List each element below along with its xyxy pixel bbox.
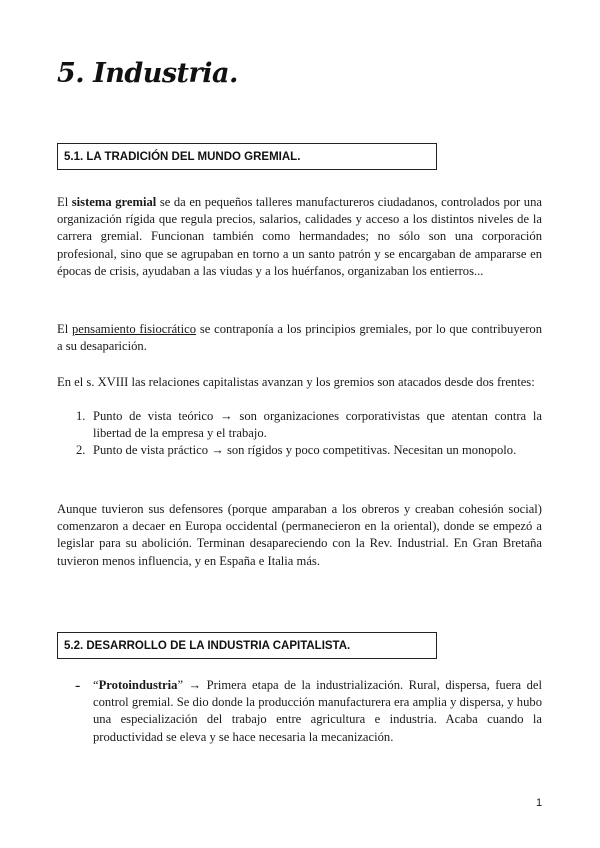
p2-text: se contraponía a los principios gremiales, por lo que contribuyeron a su desaparición. (57, 322, 543, 354)
paragraph-protoindustria (93, 677, 542, 746)
section-heading-gremial: 5.1. LA TRADICIÓN DEL MUNDO GREMIAL. (57, 143, 437, 170)
p2-lead: El (57, 322, 72, 336)
term-pensamiento-fisiocratico: pensamiento fisiocrático (71, 322, 197, 336)
paragraph-decadencia: Aunque tuvieron sus defensores (porque amparaban a los obreros y creaban cohesión social) comenzaron a decaer en Europa occidental (permanecieron en la oriental), donde se empezó a legislar para su abolición. Terminan desapareciendo con la Rev. Industrial. En Gran Bretaña tuvieron menos influencia, y en España e Italia más. (57, 502, 542, 568)
list-number: 1. (76, 409, 86, 423)
list-text: Punto de vista teórico → son organizaciones corporativistas que atentan contra la libertad de la empresa y el trabajo. (93, 409, 542, 441)
quote-open: “ (93, 678, 99, 692)
section-heading-industria-capitalista: 5.2. DESARROLLO DE LA INDUSTRIA CAPITALISTA. (57, 632, 437, 659)
list-text: Punto de vista práctico → son rígidos y poco competitivas. Necesitan un monopolo. (93, 443, 517, 458)
list-item (57, 408, 542, 442)
list-item (57, 442, 542, 459)
paragraph-fisiocratico (57, 321, 542, 355)
term-sistema-gremial: sistema gremial (71, 195, 157, 209)
list-number: 2. (76, 443, 86, 458)
quote-close: ” (177, 678, 184, 692)
term-protoindustria: Protoindustria (98, 678, 178, 692)
protoindustria-text: → Primera etapa de la industrialización. Rural, dispersa, fuera del control gremial. Se dio donde la producción manufacturera era amplia y dispersa, y hubo una especialización del trabajo entre agricultura e industria. Acaba cuando la productividad se eleva y se hace necesaria la mecanización. (93, 678, 542, 744)
page-number: 1 (536, 797, 543, 809)
page-title: 5. Industria. (57, 58, 238, 89)
fronts-list (57, 408, 542, 460)
p1-text: se da en pequeños talleres manufactureros ciudadanos, controlados por una organización rígida que regula precios, salarios, calidades y acceso a los distintos niveles de la carrera gremial. Funcionan también como hermandades; no sólo son una corporación profesional, sino que se agrupaban en torno a un santo patrón y se encargaban de ampararse en épocas de crisis, ayudaban a las viudas y a los huérfanos, organizaban los entierros... (57, 195, 542, 278)
paragraph-sistema-gremial (57, 194, 542, 280)
bullet-dash: - (75, 677, 81, 694)
paragraph-siglo-xviii: En el s. XVIII las relaciones capitalistas avanzan y los gremios son atacados desde dos frentes: (57, 375, 535, 389)
p1-lead: El (57, 195, 72, 209)
